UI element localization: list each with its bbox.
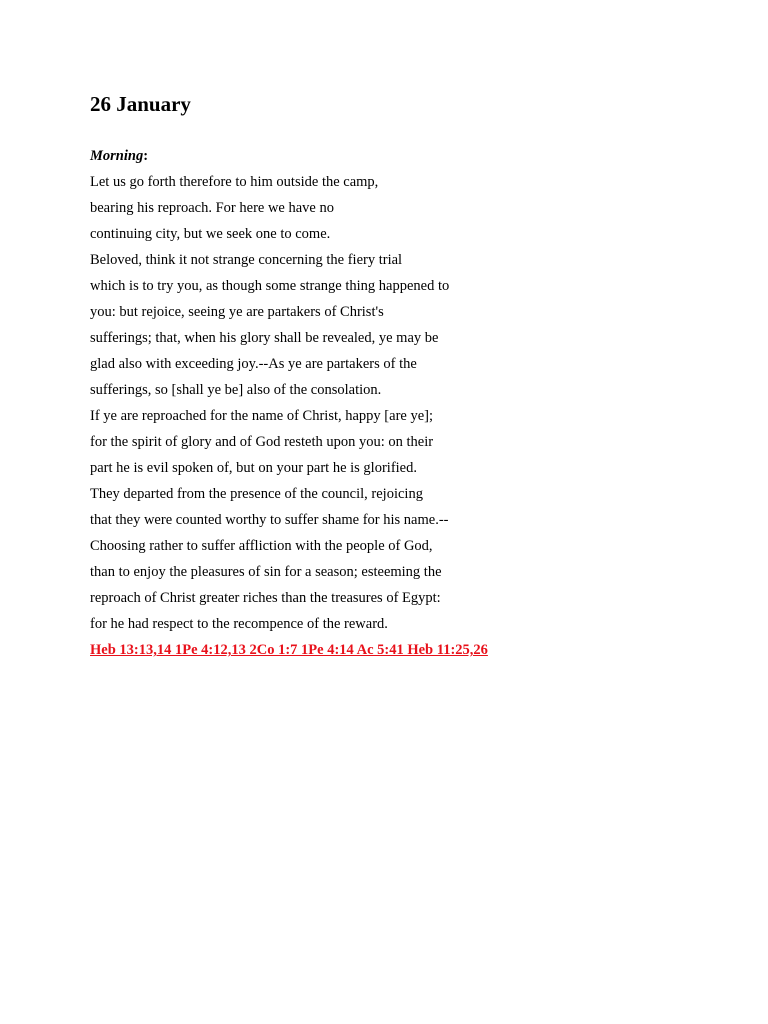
text-line: that they were counted worthy to suffer shame for his name.-- bbox=[90, 512, 449, 528]
text-line: than to enjoy the pleasures of sin for a season; esteeming the bbox=[90, 564, 442, 580]
section-heading bbox=[90, 143, 488, 169]
section-colon: : bbox=[143, 148, 149, 164]
text-line: Beloved, think it not strange concerning the fiery trial bbox=[90, 252, 403, 268]
text-line: for the spirit of glory and of God resteth upon you: on their bbox=[90, 434, 434, 450]
section-label: Morning bbox=[90, 148, 144, 164]
text-line: continuing city, but we seek one to come. bbox=[90, 226, 331, 242]
text-line: Let us go forth therefore to him outside the camp, bbox=[90, 174, 379, 190]
text-line: glad also with exceeding joy.--As ye are partakers of the bbox=[90, 356, 417, 372]
text-line: If ye are reproached for the name of Christ, happy [are ye]; bbox=[90, 408, 434, 424]
scripture-references-link[interactable]: Heb 13:13,14 1Pe 4:12,13 2Co 1:7 1Pe 4:14 Ac 5:41 Heb 11:25,26 bbox=[90, 642, 488, 658]
text-line: for he had respect to the recompence of the reward. bbox=[90, 616, 388, 632]
text-line: They departed from the presence of the council, rejoicing bbox=[90, 486, 423, 502]
text-line: part he is evil spoken of, but on your part he is glorified. bbox=[90, 460, 417, 476]
text-line: bearing his reproach. For here we have no bbox=[90, 200, 334, 216]
page-title: 26 January bbox=[90, 92, 191, 116]
text-line: sufferings; that, when his glory shall be revealed, ye may be bbox=[90, 330, 439, 346]
text-line: reproach of Christ greater riches than the treasures of Egypt: bbox=[90, 590, 441, 606]
devotional-body bbox=[90, 143, 488, 663]
text-line: Choosing rather to suffer affliction with the people of God, bbox=[90, 538, 433, 554]
text-line: which is to try you, as though some strange thing happened to bbox=[90, 278, 450, 294]
text-line: you: but rejoice, seeing ye are partakers of Christ's bbox=[90, 304, 384, 320]
text-line: sufferings, so [shall ye be] also of the consolation. bbox=[90, 382, 382, 398]
